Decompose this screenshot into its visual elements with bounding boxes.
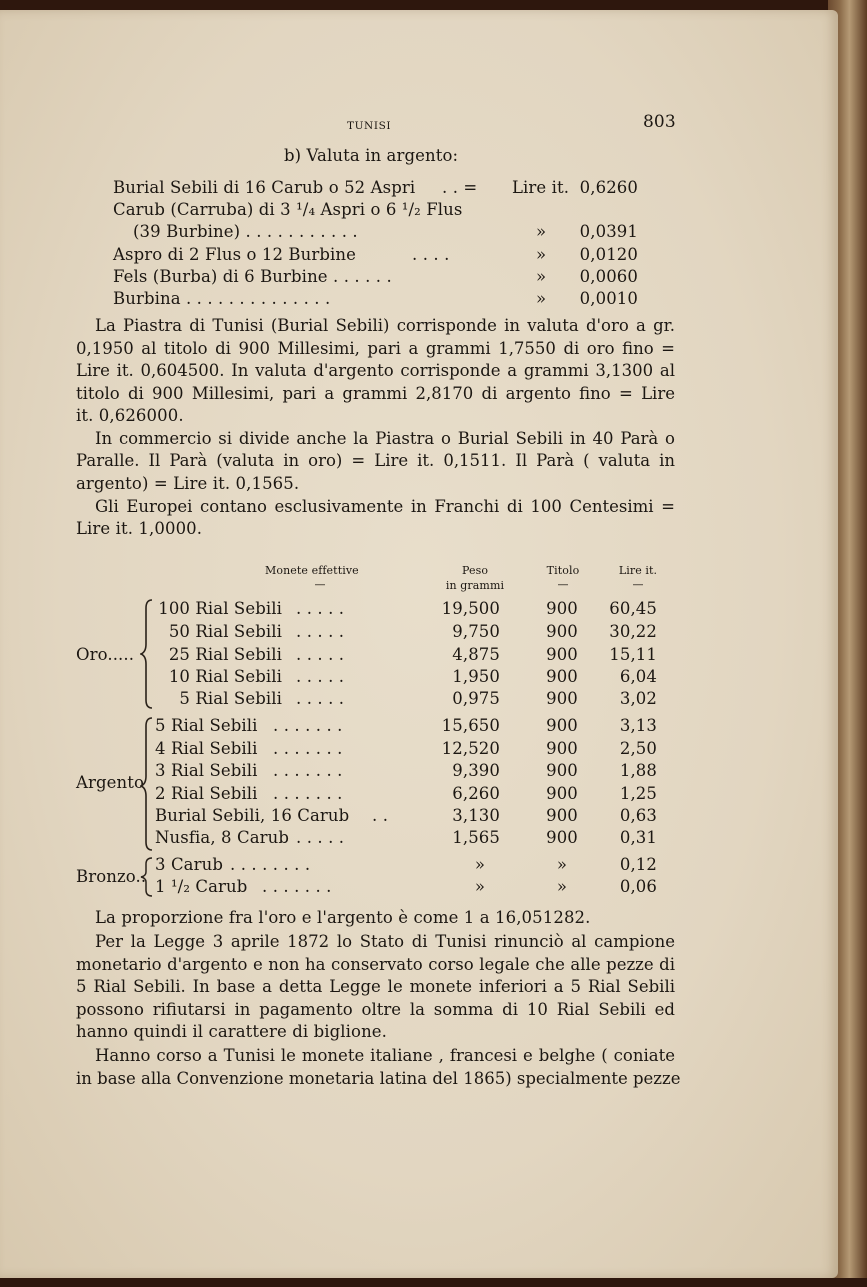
list-item-label: Fels (Burba) di 6 Burbine . . . . . .: [113, 267, 392, 286]
table-cell-fineness: 900: [546, 716, 578, 735]
table-cell-weight: 9,390: [452, 761, 500, 780]
table-cell-fineness: 900: [546, 806, 578, 825]
paragraph-proporzione: La proporzione fra l'oro e l'argento è come 1 a 16,051282.: [95, 908, 591, 927]
table-cell-lire: 0,63: [619, 806, 657, 825]
column-header-weight-sub: in grammi: [445, 579, 505, 592]
list-item-dots: . . =: [442, 178, 478, 197]
table-cell-lire: 3,02: [619, 689, 657, 708]
table-cell-weight: 9,750: [452, 622, 500, 641]
table-cell-coin: 3 Rial Sebili: [155, 761, 258, 780]
table-cell-coin: Burial Sebili, 16 Carub: [155, 806, 350, 825]
group-brace-bronze: [140, 856, 154, 898]
table-cell-dots: . . . . . . .: [273, 784, 343, 803]
paragraph-line: monetario d'argento e non ha conservato corso legale che alle pezze di: [76, 955, 675, 974]
table-cell-lire: 6,04: [619, 667, 657, 686]
table-cell-fineness: »: [556, 877, 568, 896]
table-cell-weight: 0,975: [452, 689, 500, 708]
table-cell-dots: . . . . .: [296, 645, 345, 664]
column-dash: —: [557, 578, 569, 591]
paragraph-line: Lire it. 1,0000.: [76, 519, 203, 538]
group-label-silver: Argento: [76, 773, 145, 792]
group-label-gold: Oro.....: [76, 645, 135, 664]
table-cell-weight: »: [474, 855, 486, 874]
table-cell-lire: 0,06: [619, 877, 657, 896]
paragraph-line: 0,1950 al titolo di 900 Millesimi, pari a grammi 1,7550 di oro fino =: [76, 339, 675, 358]
paragraph-line: argento) = Lire it. 0,1565.: [76, 474, 300, 493]
table-cell-dots: . . . . .: [296, 689, 345, 708]
table-cell-lire: 0,12: [619, 855, 657, 874]
table-cell-coin: 10 Rial Sebili: [168, 667, 282, 686]
paragraph-line: Hanno corso a Tunisi le monete italiane , francesi e belghe ( coniate: [95, 1046, 675, 1065]
running-title: TUNISI: [347, 120, 392, 132]
list-item-unit: »: [536, 245, 547, 264]
table-cell-lire: 1,88: [619, 761, 657, 780]
table-cell-weight: 4,875: [452, 645, 500, 664]
table-cell-dots: . . . . . . .: [262, 877, 332, 896]
table-cell-dots: . . . . .: [296, 828, 345, 847]
group-brace-silver: [140, 716, 154, 852]
section-title: b) Valuta in argento:: [284, 146, 459, 165]
table-cell-fineness: 900: [546, 828, 578, 847]
table-cell-dots: . . . . . . .: [273, 716, 343, 735]
table-cell-coin: Nusfia, 8 Carub: [155, 828, 290, 847]
list-item-value: 0,0010: [579, 289, 638, 308]
top-background-edge: [0, 0, 867, 10]
table-cell-fineness: »: [556, 855, 568, 874]
paragraph-line: titolo di 900 Millesimi, pari a grammi 2,8170 di argento fino = Lire: [76, 384, 675, 403]
list-item-unit: »: [536, 267, 547, 286]
table-cell-fineness: 900: [546, 761, 578, 780]
table-cell-weight: 3,130: [452, 806, 500, 825]
table-cell-lire: 2,50: [619, 739, 657, 758]
table-cell-weight: 19,500: [441, 599, 500, 618]
column-header-value: Lire it.: [618, 564, 658, 577]
page-number: 803: [643, 112, 676, 132]
table-cell-dots: . . . . .: [296, 667, 345, 686]
table-cell-weight: 15,650: [441, 716, 500, 735]
table-cell-lire: 30,22: [609, 622, 657, 641]
table-cell-coin: 5 Rial Sebili: [179, 689, 282, 708]
table-cell-coin: 50 Rial Sebili: [168, 622, 282, 641]
table-cell-coin: 1 ¹/₂ Carub: [155, 877, 248, 896]
list-item-unit: »: [536, 289, 547, 308]
paragraph-line: In commercio si divide anche la Piastra o Burial Sebili in 40 Parà o: [95, 429, 675, 448]
list-item-label: (39 Burbine) . . . . . . . . . . .: [133, 222, 358, 241]
paragraph-line: possono rifiutarsi in pagamento oltre la somma di 10 Rial Sebili ed: [76, 1000, 675, 1019]
table-cell-dots: . . . . . . .: [273, 761, 343, 780]
list-item-unit: »: [536, 222, 547, 241]
table-cell-fineness: 900: [546, 739, 578, 758]
table-cell-weight: »: [474, 877, 486, 896]
table-cell-lire: 15,11: [609, 645, 657, 664]
group-label-bronze: Bronzo..: [76, 867, 147, 886]
table-cell-fineness: 900: [546, 599, 578, 618]
table-cell-weight: 6,260: [452, 784, 500, 803]
column-dash: —: [632, 578, 644, 591]
table-cell-weight: 1,950: [452, 667, 500, 686]
table-cell-fineness: 900: [546, 667, 578, 686]
table-cell-fineness: 900: [546, 622, 578, 641]
table-cell-dots: . .: [372, 806, 389, 825]
list-item-value: 0,6260: [579, 178, 638, 197]
table-cell-lire: 1,25: [619, 784, 657, 803]
paragraph-line: hanno quindi il carattere di biglione.: [76, 1022, 388, 1041]
column-header-coins: Monete effettive: [265, 564, 359, 577]
table-cell-fineness: 900: [546, 689, 578, 708]
list-item-label: Burbina . . . . . . . . . . . . . .: [113, 289, 331, 308]
table-cell-lire: 0,31: [619, 828, 657, 847]
paragraph-line: in base alla Convenzione monetaria latina del 1865) specialmente pezze: [76, 1069, 681, 1088]
table-cell-coin: 3 Carub: [155, 855, 223, 874]
paragraph-line: 5 Rial Sebili. In base a detta Legge le monete inferiori a 5 Rial Sebili: [76, 977, 675, 996]
table-cell-dots: . . . . . . . .: [230, 855, 311, 874]
paragraph-line: La Piastra di Tunisi (Burial Sebili) corrisponde in valuta d'oro a gr.: [95, 316, 675, 335]
list-item-value: 0,0391: [579, 222, 638, 241]
table-cell-dots: . . . . .: [296, 599, 345, 618]
list-item-label: Burial Sebili di 16 Carub o 52 Aspri: [113, 178, 416, 197]
table-cell-fineness: 900: [546, 645, 578, 664]
column-dash: —: [314, 578, 326, 591]
table-cell-coin: 25 Rial Sebili: [168, 645, 282, 664]
table-cell-lire: 3,13: [619, 716, 657, 735]
list-item-unit: Lire it.: [512, 178, 570, 197]
table-cell-fineness: 900: [546, 784, 578, 803]
table-cell-dots: . . . . . . .: [273, 739, 343, 758]
list-item-value: 0,0060: [579, 267, 638, 286]
bottom-background-edge: [0, 1278, 867, 1287]
table-cell-coin: 2 Rial Sebili: [155, 784, 258, 803]
table-cell-coin: 100 Rial Sebili: [158, 599, 282, 618]
column-header-fineness: Titolo: [546, 564, 580, 577]
list-item-dots: . . . .: [412, 245, 450, 264]
table-cell-coin: 5 Rial Sebili: [155, 716, 258, 735]
list-item-label: Aspro di 2 Flus o 12 Burbine: [113, 245, 356, 264]
paragraph-line: it. 0,626000.: [76, 406, 184, 425]
table-cell-weight: 1,565: [452, 828, 500, 847]
paragraph-line: Per la Legge 3 aprile 1872 lo Stato di Tunisi rinunciò al campione: [95, 932, 675, 951]
table-cell-dots: . . . . .: [296, 622, 345, 641]
paragraph-line: Paralle. Il Parà (valuta in oro) = Lire it. 0,1511. Il Parà ( valuta in: [76, 451, 675, 470]
column-header-weight: Peso: [461, 564, 489, 577]
table-cell-weight: 12,520: [441, 739, 500, 758]
table-cell-lire: 60,45: [609, 599, 657, 618]
list-item-value: 0,0120: [579, 245, 638, 264]
list-item-label: Carub (Carruba) di 3 ¹/₄ Aspri o 6 ¹/₂ Flus: [113, 200, 463, 219]
paragraph-line: Lire it. 0,604500. In valuta d'argento corrisponde a grammi 3,1300 al: [76, 361, 675, 380]
table-cell-coin: 4 Rial Sebili: [155, 739, 258, 758]
paragraph-line: Gli Europei contano esclusivamente in Franchi di 100 Centesimi =: [95, 497, 675, 516]
